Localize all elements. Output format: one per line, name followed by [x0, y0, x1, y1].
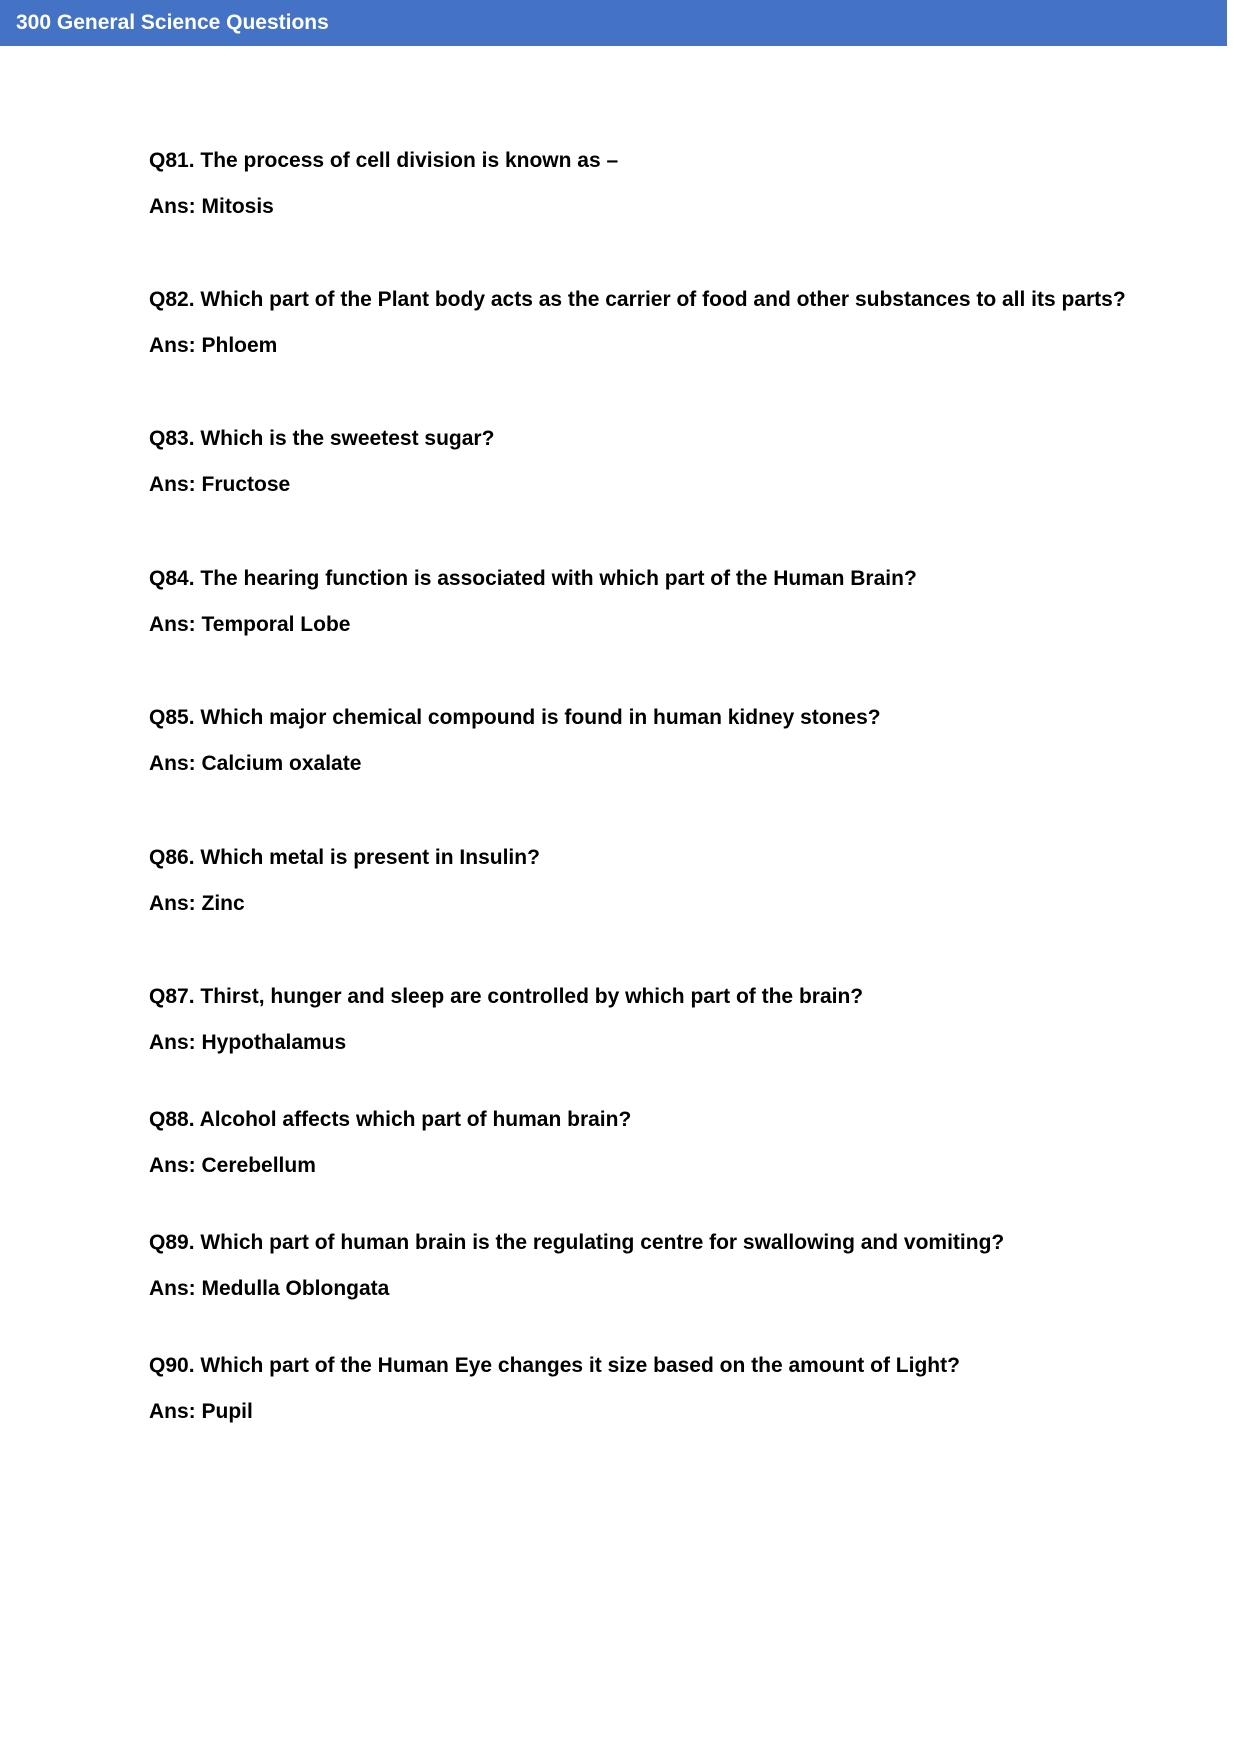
answer-text: Ans: Calcium oxalate [149, 752, 362, 775]
question-text: Q90. Which part of the Human Eye changes it size based on the amount of Light? [149, 1354, 960, 1377]
answer-text: Ans: Cerebellum [149, 1154, 316, 1177]
answer-text: Ans: Pupil [149, 1400, 253, 1423]
document-title: 300 General Science Questions [16, 11, 329, 34]
question-text: Q83. Which is the sweetest sugar? [149, 427, 495, 450]
question-text: Q85. Which major chemical compound is found in human kidney stones? [149, 706, 881, 729]
answer-text: Ans: Hypothalamus [149, 1031, 347, 1054]
answer-text: Ans: Temporal Lobe [149, 613, 351, 636]
header-band [0, 0, 1227, 46]
answer-text: Ans: Mitosis [149, 195, 274, 218]
answer-text: Ans: Medulla Oblongata [149, 1277, 390, 1300]
question-text: Q86. Which metal is present in Insulin? [149, 846, 540, 869]
answer-text: Ans: Fructose [149, 473, 291, 496]
question-text: Q89. Which part of human brain is the regulating centre for swallowing and vomiting? [149, 1231, 1005, 1254]
answer-text: Ans: Zinc [149, 892, 245, 915]
question-text: Q84. The hearing function is associated with which part of the Human Brain? [149, 567, 917, 590]
answer-text: Ans: Phloem [149, 334, 278, 357]
question-text: Q88. Alcohol affects which part of human brain? [149, 1108, 632, 1131]
question-text: Q87. Thirst, hunger and sleep are controlled by which part of the brain? [149, 985, 864, 1008]
question-text: Q81. The process of cell division is known as – [149, 149, 619, 172]
question-text: Q82. Which part of the Plant body acts as the carrier of food and other substances to all its parts? [149, 288, 1126, 311]
